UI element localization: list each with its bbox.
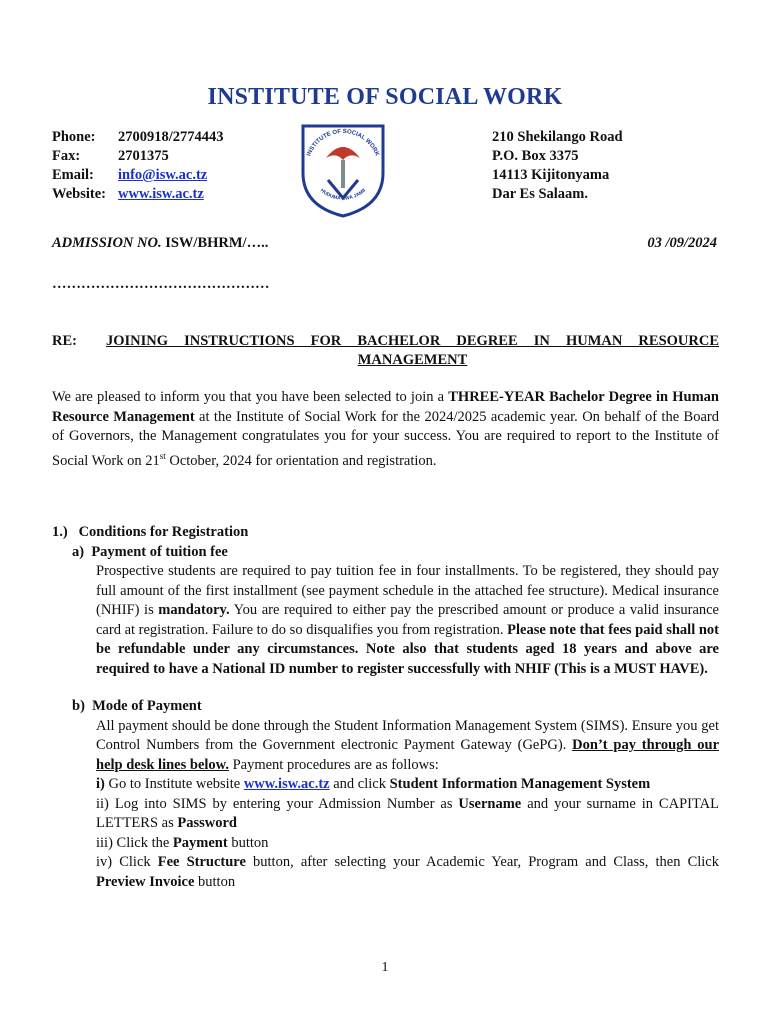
step2-text-c: and your surname in CAPITAL LETTERS as [96, 795, 719, 831]
payment-mode-heading: b) Mode of Payment [72, 698, 202, 714]
step2-username: Username [458, 795, 522, 812]
address-line-3: 14113 Kijitonyama [492, 167, 610, 183]
addressee-placeholder: ……………………………………… [52, 276, 270, 292]
fax-value: 2701375 [118, 148, 169, 164]
section-spacer [52, 679, 719, 697]
conditions-section [52, 523, 719, 892]
payment-mode-paragraph [96, 717, 719, 776]
admission-label: ADMISSION NO. [52, 235, 162, 251]
fax-label: Fax: [52, 148, 81, 164]
payment-step-1 [96, 775, 719, 795]
logo-text-bottom: HUDUMA KWA JAMII [319, 187, 368, 202]
contact-block [52, 128, 224, 204]
step4-fee-structure: Fee Structure [157, 854, 246, 870]
intro-program-name: THREE-YEAR Bachelor Degree in Human Resource Management [52, 389, 719, 425]
address-block [492, 128, 623, 204]
step4-text-a: iv) Click [96, 854, 158, 870]
re-subject: JOINING INSTRUCTIONS FOR BACHELOR DEGREE IN HUMAN RESOURCE MANAGEMENT [106, 333, 719, 368]
step2-text-a: ii) Log into SIMS by entering your Admission Number as [96, 795, 459, 812]
institute-logo [298, 118, 388, 218]
contact-phone [52, 128, 224, 147]
step3-payment: Payment [172, 834, 228, 851]
admission-value: ISW/BHRM/….. [165, 235, 269, 251]
payment-text-2: Payment procedures are as follows: [228, 756, 439, 773]
logo-text-top: INSTITUTE OF SOCIAL WORK [306, 128, 380, 158]
admission-number [52, 235, 268, 252]
logo-torch-stem [341, 160, 345, 188]
email-label: Email: [52, 167, 94, 183]
admission-line [52, 235, 717, 252]
re-label: RE: [52, 333, 77, 349]
step1-number: i) [96, 776, 105, 792]
tuition-text-1: Prospective students are required to pay tuition fee in four installments. To be registered, they should pay full amount of the first installment (see payment schedule in the attached fee structure). Medical insurance (NHIF) is [96, 563, 719, 618]
intro-text-3: October, 2024 for orientation and registration. [165, 452, 437, 469]
website-label: Website: [52, 186, 106, 202]
letter-date: 03 /09/2024 [647, 235, 717, 251]
tuition-refund-note: Please note that fees paid shall not be refundable under any circumstances. Note also that students aged 18 years and above are required to have a National ID number to register successfully with NHIF (This is a MUST HAVE). [96, 621, 719, 677]
email-link[interactable]: info@isw.ac.tz [118, 167, 208, 183]
step1-text-b: and click [329, 776, 390, 792]
payment-step-4 [96, 853, 719, 892]
step3-text-c: button [227, 834, 269, 851]
payment-warning: Don’t pay through our help desk lines below. [96, 737, 720, 773]
address-line-4: Dar Es Salaam. [492, 186, 589, 202]
intro-text-2: at the Institute of Social Work for the 2024/2025 academic year. On behalf of the Board of Governors, the Management congratulates you for your success. You are required to report to the Institute of Social Work on 21 [52, 408, 719, 469]
payment-step-2 [96, 795, 719, 834]
phone-value: 2700918/2774443 [118, 129, 224, 145]
payment-step-3 [96, 834, 719, 854]
institution-title: INSTITUTE OF SOCIAL WORK [207, 84, 563, 110]
intro-paragraph [52, 388, 719, 471]
address-line-2: P.O. Box 3375 [492, 148, 579, 164]
contact-website [52, 185, 224, 204]
step1-sims-name: Student Information Management System [389, 776, 651, 792]
step4-text-c: button, after selecting your Academic Year, Program and Class, then Click [245, 854, 719, 870]
payment-text-1: All payment should be done through the Student Information Management System (SIMS). Ensure you get Control Numbers from the Government electronic Payment Gateway (GePG). [96, 717, 719, 753]
intro-text-1: We are pleased to inform you that you have been selected to join a [52, 389, 449, 405]
tuition-mandatory: mandatory. [158, 602, 230, 618]
step4-preview-invoice: Preview Invoice [96, 873, 195, 890]
step3-text-a: iii) Click the [96, 834, 173, 851]
contact-fax [52, 147, 224, 166]
step1-website-link[interactable]: www.isw.ac.tz [243, 776, 330, 792]
contact-email [52, 166, 224, 185]
step4-text-d: button [194, 873, 236, 890]
intro-ordinal-suffix: st [159, 450, 166, 461]
conditions-heading: 1.) Conditions for Registration [52, 524, 249, 540]
tuition-text-2: You are required to either pay the prescribed amount or produce a valid insurance card at registration. Failure to do so disqualifies you from registration. [96, 602, 719, 638]
step2-password: Password [177, 815, 237, 831]
address-line-1: 210 Shekilango Road [492, 129, 623, 145]
website-link[interactable]: www.isw.ac.tz [118, 186, 204, 202]
page-number: 1 [381, 960, 389, 975]
tuition-heading: a) Payment of tuition fee [72, 543, 228, 560]
step1-text-a: Go to Institute website [104, 776, 244, 792]
phone-label: Phone: [52, 129, 96, 145]
tuition-paragraph [96, 562, 719, 679]
